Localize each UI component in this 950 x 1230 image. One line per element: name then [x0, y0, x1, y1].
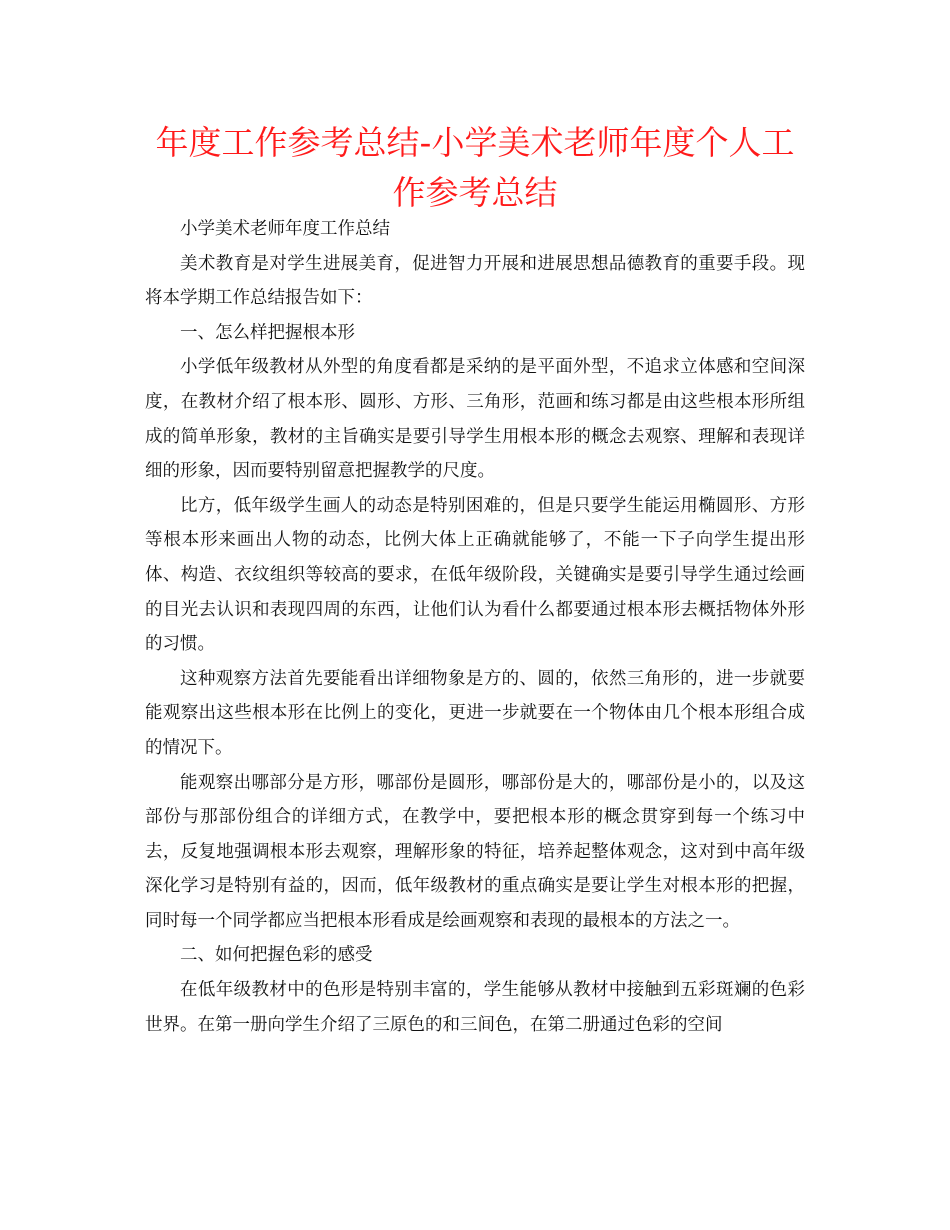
paragraph: 能观察出哪部分是方形，哪部份是圆形，哪部份是大的，哪部份是小的，以及这部份与那部份组合的详细方式，在教学中，要把根本形的概念贯穿到每一个练习中去，反复地强调根本形去观察，理解形象的特征，培养起整体观念，这对到中高年级深化学习是特别有益的，因而，低年级教材的重点确实是要让学生对根本形的把握，同时每一个同学都应当把根本形看成是绘画观察和表现的最根本的方法之一。 — [145, 772, 805, 931]
section-heading-1: 一、怎么样把握根本形 — [180, 322, 355, 343]
paragraph: 这种观察方法首先要能看出详细物象是方的、圆的，依然三角形的，进一步就要能观察出这些根本形在比例上的变化，更进一步就要在一个物体由几个根本形组合成的情况下。 — [145, 668, 805, 758]
paragraph: 比方，低年级学生画人的动态是特别困难的，但是只要学生能运用椭圆形、方形等根本形来画出人物的动态，比例大体上正确就能够了，不能一下子向学生提出形体、构造、衣纹组织等较高的要求，在低年级阶段，关键确实是要引导学生通过绘画的目光去认识和表现四周的东西，让他们认为看什么都要通过根本形去概括物体外形的习惯。 — [145, 495, 805, 655]
document-title: 年度工作参考总结-小学美术老师年度个人工作参考总结 — [155, 123, 795, 212]
paragraph-intro: 美术教育是对学生进展美育，促进智力开展和进展思想品德教育的重要手段。现将本学期工作总结报告如下： — [145, 253, 805, 309]
paragraph: 在低年级教材中的色形是特别丰富的，学生能够从教材中接触到五彩斑斓的色彩世界。在第一册向学生介绍了三原色的和三间色，在第二册通过色彩的空间 — [145, 980, 805, 1035]
paragraph-subtitle: 小学美术老师年度工作总结 — [180, 219, 390, 239]
section-heading-2: 二、如何把握色彩的感受 — [180, 945, 373, 966]
document-body — [145, 212, 805, 1042]
paragraph: 小学低年级教材从外型的角度看都是采纳的是平面外型，不追求立体感和空间深度，在教材介绍了根本形、圆形、方形、三角形，范画和练习都是由这些根本形所组成的简单形象，教材的主旨确实是要引导学生用根本形的概念去观察、理解和表现详细的形象，因而要特别留意把握教学的尺度。 — [145, 357, 805, 482]
